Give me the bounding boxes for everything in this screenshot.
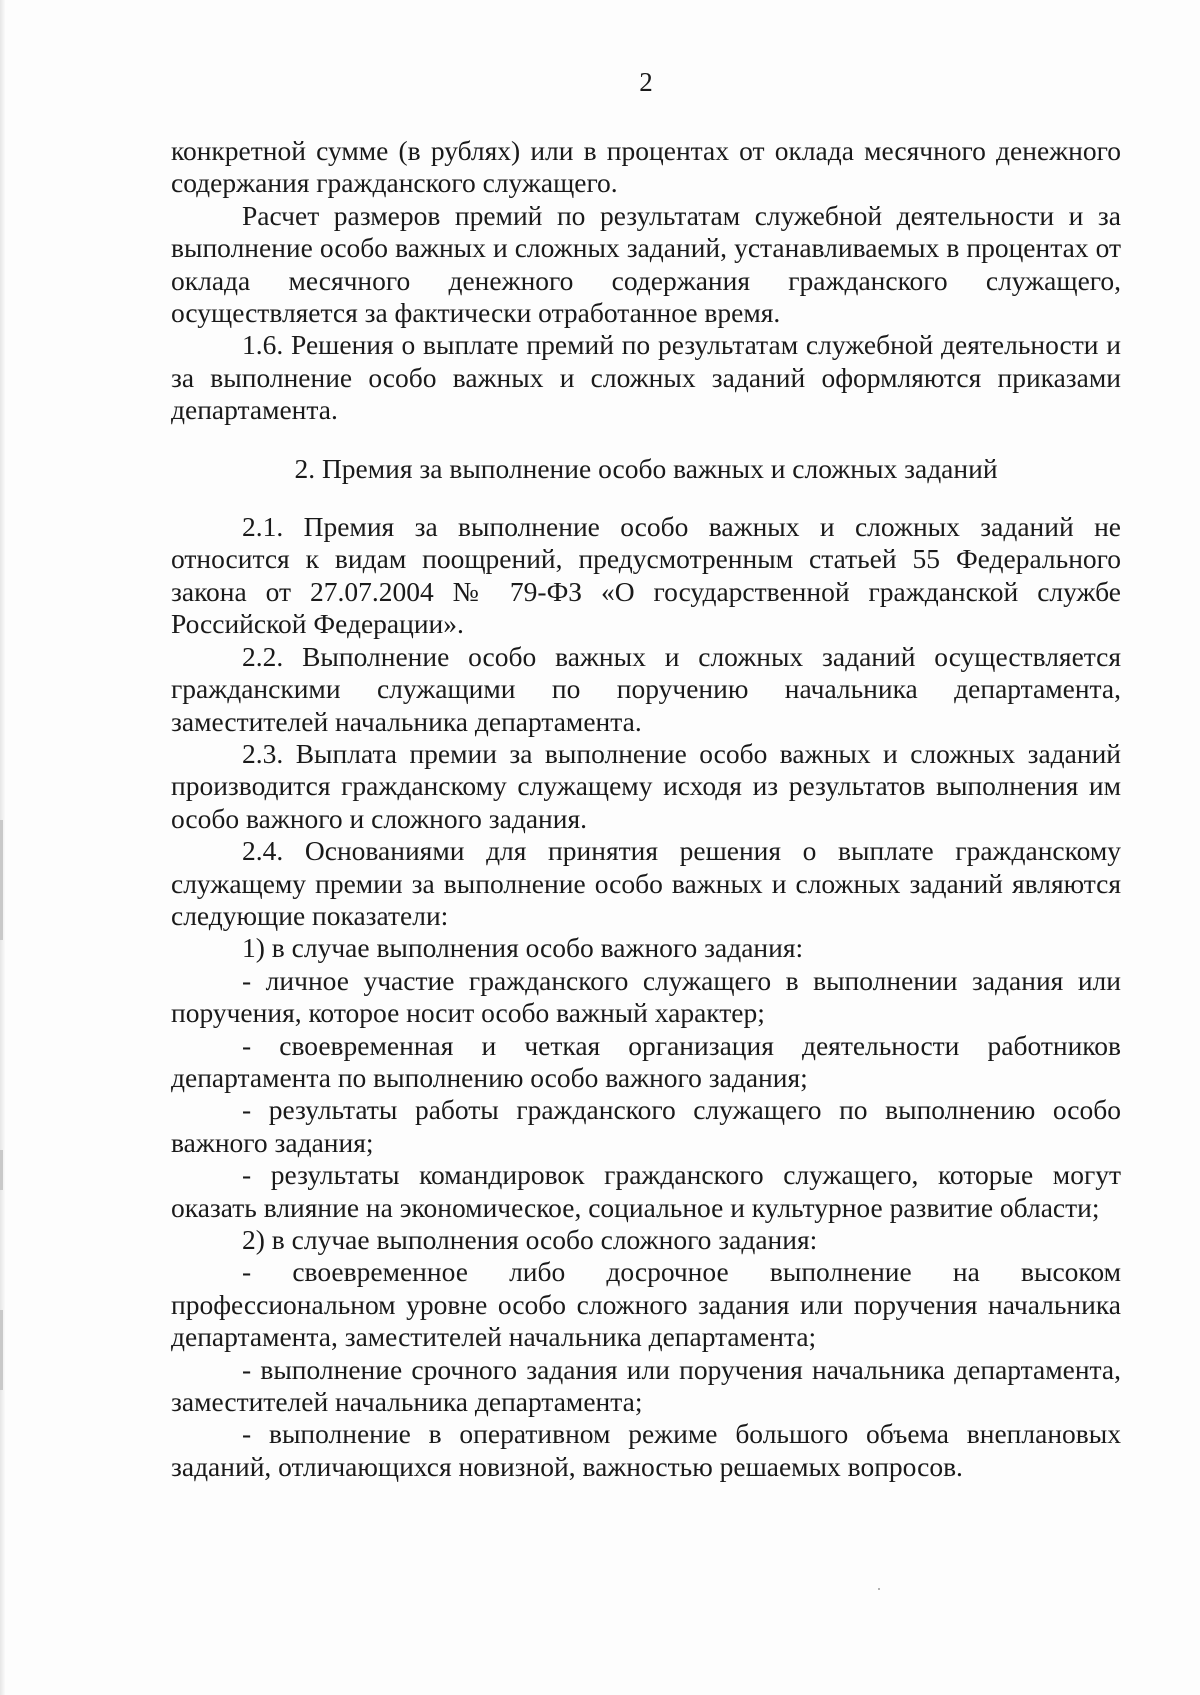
- list-item: - выполнение срочного задания или поручения начальника департамента, заместителей начальника департамента;: [171, 1353, 1121, 1418]
- page-number: 2: [639, 67, 653, 97]
- paragraph: 2.4. Основаниями для принятия решения о выплате гражданскому служащему премии за выполнение особо важных и сложных заданий являются следующие показатели:: [171, 835, 1121, 931]
- paragraph: 1.6. Решения о выплате премий по результатам служебной деятельности и за выполнение особо важных и сложных заданий оформляются приказами департамента.: [171, 329, 1121, 426]
- scan-artifact: [0, 1310, 3, 1390]
- list-item: - результаты командировок гражданского служащего, которые могут оказать влияние на экономическое, социальное и культурное развитие области;: [171, 1159, 1121, 1223]
- list-item: - результаты работы гражданского служащего по выполнению особо важного задания;: [171, 1094, 1121, 1158]
- paragraph: 2.3. Выплата премии за выполнение особо важных и сложных заданий производится гражданскому служащему исходя из результатов выполнения им особо важного и сложного задания.: [171, 737, 1121, 834]
- list-item: - личное участие гражданского служащего в выполнении задания или поручения, которое носит особо важный характер;: [171, 964, 1121, 1029]
- list-item: - выполнение в оперативном режиме большого объема внеплановых заданий, отличающихся новизной, важностью решаемых вопросов.: [171, 1418, 1121, 1482]
- list-heading: 2) в случае выполнения особо сложного задания:: [242, 1224, 818, 1255]
- scan-artifact: [0, 1150, 3, 1190]
- list-heading: 1) в случае выполнения особо важного задания:: [242, 932, 804, 964]
- scan-artifact: [878, 1588, 880, 1590]
- paragraph: 2.1. Премия за выполнение особо важных и сложных заданий не относится к видам поощрений, предусмотренным статьей 55 Федерального закона от 27.07.2004 № 79-ФЗ «О государственной гражданской службе Российской Федерации».: [171, 511, 1121, 640]
- paragraph: 2.2. Выполнение особо важных и сложных заданий осуществляется гражданскими служащими по поручению начальника департамента, заместителей начальника департамента.: [171, 640, 1121, 737]
- document-body: [171, 135, 1121, 1483]
- section-heading: 2. Премия за выполнение особо важных и сложных заданий: [294, 452, 998, 484]
- scan-artifact: [0, 820, 3, 940]
- paragraph: конкретной сумме (в рублях) или в процентах от оклада месячного денежного содержания гражданского служащего.: [171, 135, 1121, 199]
- paragraph: Расчет размеров премий по результатам служебной деятельности и за выполнение особо важных и сложных заданий, устанавливаемых в процентах от оклада месячного денежного содержания гражданского служащего, осуществляется за фактически отработанное время.: [171, 199, 1121, 329]
- list-item: - своевременное либо досрочное выполнение на высоком профессиональном уровне особо сложного задания или поручения начальника департамента, заместителей начальника департамента;: [171, 1256, 1121, 1353]
- list-item: - своевременная и четкая организация деятельности работников департамента по выполнению особо важного задания;: [171, 1029, 1121, 1093]
